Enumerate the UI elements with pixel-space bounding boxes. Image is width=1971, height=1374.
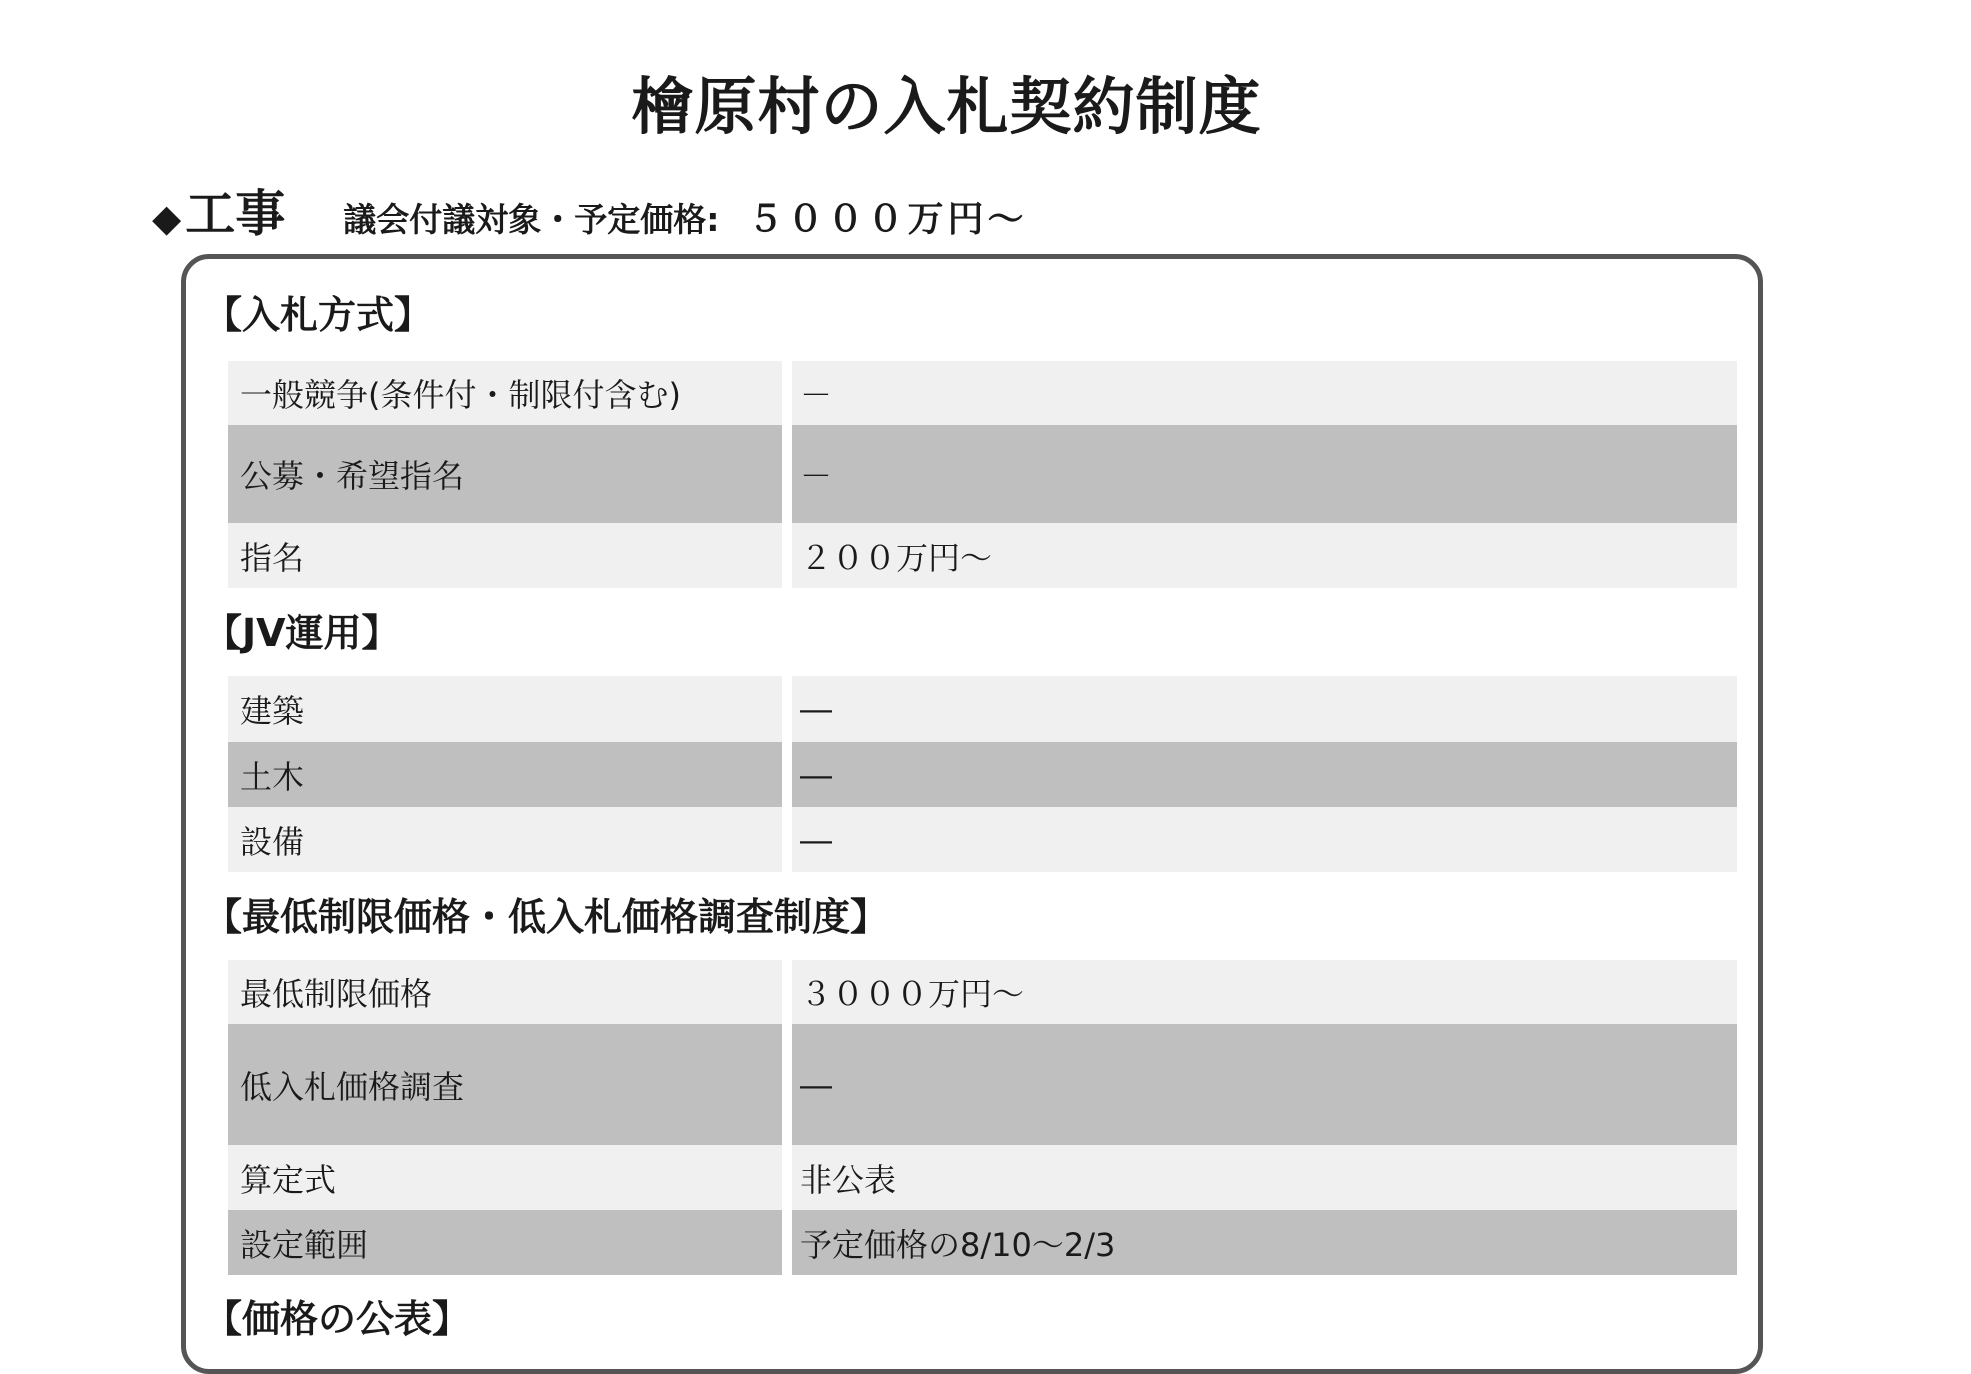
table-row (228, 361, 1737, 425)
page-title: 檜原村の入札契約制度 (631, 70, 1262, 143)
row-label: 設備 (228, 807, 782, 872)
row-value: － (792, 425, 1737, 523)
row-value: 非公表 (792, 1145, 1737, 1210)
row-label: 算定式 (228, 1145, 782, 1210)
row-value: ― (792, 742, 1737, 807)
row-value: － (792, 361, 1737, 425)
table-row (228, 523, 1737, 588)
row-value: ３０００万円～ (792, 960, 1737, 1024)
table-row (228, 1024, 1737, 1145)
group-title-price-disclosure: 【価格の公表】 (204, 1297, 471, 1341)
table-row (228, 676, 1737, 742)
table-row (228, 807, 1737, 872)
row-value: ― (792, 1024, 1737, 1145)
row-label: 低入札価格調査 (228, 1024, 782, 1145)
row-label: 土木 (228, 742, 782, 807)
row-label: 建築 (228, 676, 782, 742)
row-label: 指名 (228, 523, 782, 588)
row-value: ― (792, 807, 1737, 872)
row-label: 設定範囲 (228, 1210, 782, 1275)
row-value: 予定価格の8/10～2/3 (792, 1210, 1737, 1275)
group-title-minimum-price: 【最低制限価格・低入札価格調査制度】 (204, 895, 889, 939)
table-row (228, 742, 1737, 807)
table-row (228, 1145, 1737, 1210)
row-label: 最低制限価格 (228, 960, 782, 1024)
table-row (228, 425, 1737, 523)
row-value: ― (792, 676, 1737, 742)
group-title-jv-operation: 【JV運用】 (204, 611, 400, 655)
threshold-value: ５０００万円～ (747, 199, 1028, 240)
group-title-bidding-method: 【入札方式】 (204, 293, 433, 337)
table-row (228, 1210, 1737, 1275)
table-row (228, 960, 1737, 1024)
section-title: 工事 (185, 185, 286, 243)
row-label: 公募・希望指名 (228, 425, 782, 523)
row-label: 一般競争(条件付・制限付含む) (228, 361, 782, 425)
section-heading (152, 174, 1027, 244)
threshold-label: 議会付議対象・予定価格: (343, 200, 720, 239)
diamond-bullet-icon: ◆ (152, 196, 182, 240)
row-value: ２００万円～ (792, 523, 1737, 588)
